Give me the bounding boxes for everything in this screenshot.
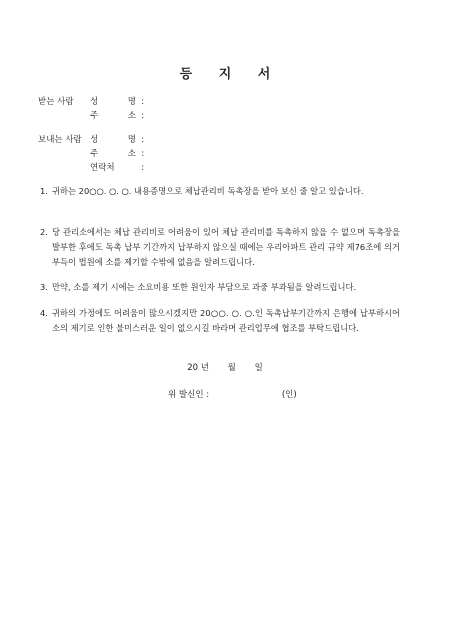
- sender-name-row: [90, 134, 147, 146]
- paragraph-text: 귀하는 20○○. ○. ○. 내용증명으로 체납관리비 독촉장을 받아 보신 줄 알고 있습니다.: [52, 186, 364, 196]
- recipient-address-label: 주 소: [90, 111, 136, 121]
- paragraph-number: 4.: [40, 308, 48, 318]
- signature-label: 위 발신인 :: [168, 390, 210, 400]
- paragraph-4: [40, 306, 400, 336]
- paragraph-text: 당 관리소에서는 체납 관리비로 어려움이 있어 체납 관리비를 독촉하지 않을 수 없으며 독촉장을 발부한 후에도 독촉 납부 기간까지 납부하지 않으실 때에는 우리아파트 관리 규약 제76조에 의거 부득이 법원에 소를 제기할 수밖에 없음을 알려드립니다.: [52, 227, 400, 267]
- date-month: 월: [227, 363, 236, 373]
- seal-mark: (인): [281, 390, 297, 400]
- sender-label: 보내는 사람: [38, 135, 82, 145]
- colon: :: [141, 149, 145, 159]
- paragraph-text: 귀하의 가정에도 어려움이 많으시겠지만 20○○. ○. ○.인 독촉납부기간까지 은행에 납부하시어 소의 제기로 인한 불미스러운 일이 없으시길 바라며 관리업무에 협조를 부탁드립니다.: [52, 308, 400, 333]
- signature-line: [168, 388, 297, 400]
- document-title: 등 지 서: [179, 67, 282, 82]
- recipient-address-row: [90, 110, 147, 122]
- colon: :: [141, 163, 145, 173]
- paragraph-text: 만약, 소를 제기 시에는 소요비용 또한 원인자 부담으로 과중 부과됨을 알려드립니다.: [52, 282, 357, 292]
- sender-name-label: 성 명: [90, 135, 136, 145]
- paragraph-1: [40, 184, 400, 199]
- date-day: 일: [254, 363, 263, 373]
- paragraph-3: [40, 280, 400, 295]
- colon: :: [141, 111, 145, 121]
- date-line: [0, 361, 450, 373]
- colon: :: [141, 97, 145, 107]
- recipient-name-label: 성 명: [90, 97, 136, 107]
- paragraph-number: 1.: [40, 186, 48, 196]
- sender-address-label: 주 소: [90, 149, 136, 159]
- paragraph-number: 3.: [40, 282, 48, 292]
- recipient-label: 받는 사람: [38, 97, 74, 107]
- sender-contact-label: 연락처: [90, 163, 115, 173]
- date-year: 20 년: [187, 363, 209, 373]
- paragraph-number: 2.: [40, 227, 48, 237]
- sender-address-row: [90, 148, 147, 160]
- colon: :: [141, 135, 145, 145]
- recipient-name-row: [90, 96, 147, 108]
- sender-contact-row: [90, 162, 147, 174]
- paragraph-2: [40, 225, 400, 270]
